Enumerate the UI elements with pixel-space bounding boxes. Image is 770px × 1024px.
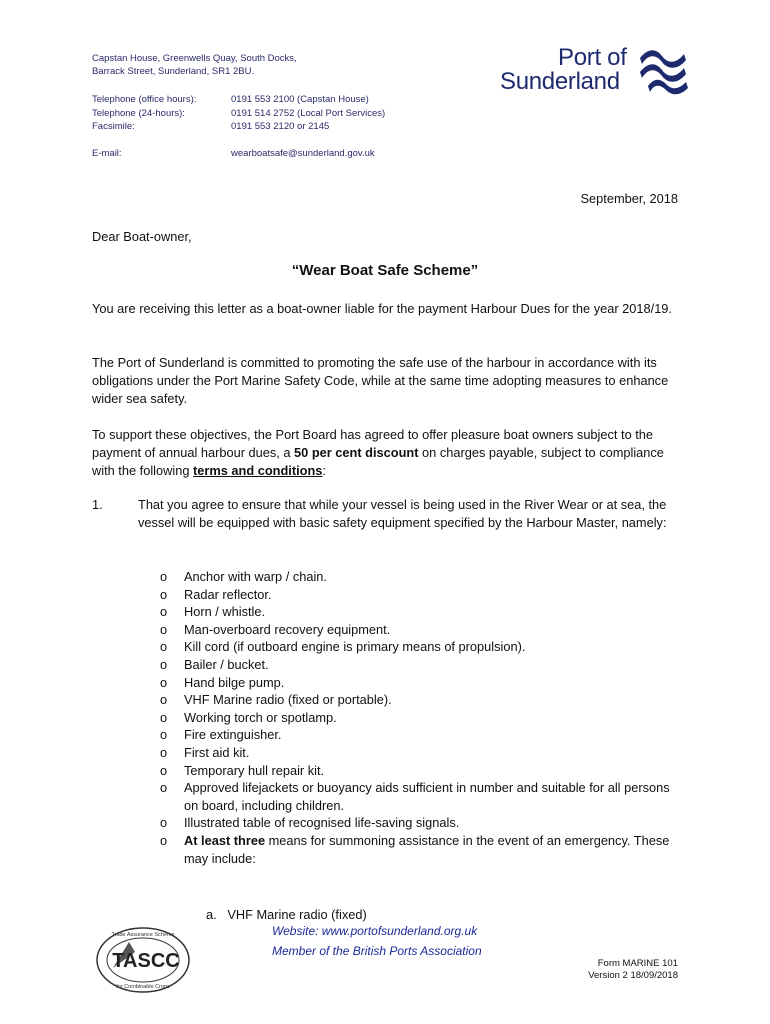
bullet-marker: o: [160, 621, 168, 637]
item-number: 1.: [92, 497, 103, 512]
address-line-2: Barrack Street, Sunderland, SR1 2BU.: [92, 66, 255, 77]
wave-logo-icon: [638, 44, 694, 96]
safety-equipment-list: [160, 568, 680, 867]
contact-value: 0191 553 2100 (Capstan House): [231, 94, 369, 105]
list-item: o Fire extinguisher.: [160, 727, 282, 743]
contact-row-24h: [92, 107, 492, 121]
tascc-logo: [93, 922, 197, 998]
list-item: o Anchor with warp / chain.: [160, 569, 327, 584]
list-item: o Temporary hull repair kit.: [160, 762, 325, 778]
tascc-emblem-icon: [93, 922, 197, 998]
list-item: o Approved lifejackets or buoyancy aids sufficient in number and suitable for all persons on board, including children.: [160, 780, 670, 813]
tascc-ring-top: Trade Assurance Scheme: [111, 932, 175, 938]
list-item: o First aid kit.: [160, 744, 250, 760]
bullet-marker: o: [160, 586, 168, 602]
form-number: Form MARINE 101: [597, 958, 678, 969]
discount-highlight: 50 per cent discount: [294, 445, 419, 460]
bullet-marker: o: [160, 780, 168, 796]
contact-row-spacer: [92, 134, 492, 148]
letter-date: September, 2018: [580, 191, 678, 206]
contact-label: Telephone (office hours):: [92, 94, 197, 105]
list-item: o Bailer / bucket.: [160, 656, 269, 672]
contact-label: E-mail:: [92, 148, 122, 159]
list-item: o Man-overboard recovery equipment.: [160, 621, 391, 637]
bullet-marker: o: [160, 744, 168, 760]
salutation: Dear Boat-owner,: [92, 229, 192, 244]
logo-text-line2: Sunderland: [500, 68, 620, 95]
paragraph-3: To support these objectives, the Port Board has agreed to offer pleasure boat owners subject to the payment of annual harbour dues, a 50 per cent discount on charges payable, subject to compliance with the following terms and conditions:: [92, 427, 664, 478]
contact-row-fax: [92, 120, 492, 134]
port-of-sunderland-logo: [500, 40, 700, 100]
item-text: That you agree to ensure that while your vessel is being used in the River Wear or at sea, the vessel will be equipped with basic safety equipment specified by the Harbour Master, namely:: [138, 497, 667, 530]
terms-and-conditions: terms and conditions: [193, 463, 323, 478]
bullet-marker: o: [160, 604, 168, 620]
paragraph-1: You are receiving this letter as a boat-owner liable for the payment Harbour Dues for the year 2018/19.: [92, 301, 672, 316]
footer-membership: Member of the British Ports Association: [272, 944, 482, 958]
sub-item-a: a. VHF Marine radio (fixed): [206, 907, 367, 922]
list-item: o Hand bilge pump.: [160, 674, 285, 690]
bullet-marker: o: [160, 656, 168, 672]
form-reference: [560, 958, 678, 982]
paragraph-2: The Port of Sunderland is committed to promoting the safe use of the harbour in accordance with its obligations under the Port Marine Safety Code, while at the same time adopting measures to enhance wider sea safety.: [92, 355, 669, 406]
bullet-marker: o: [160, 569, 168, 584]
contact-row-email: [92, 147, 492, 161]
tascc-text: TASCC: [112, 950, 180, 972]
bullet-marker: o: [160, 727, 168, 743]
form-version: Version 2 18/09/2018: [588, 970, 678, 981]
bullet-marker: o: [160, 674, 168, 690]
bullet-marker: o: [160, 692, 168, 708]
list-item: o Kill cord (if outboard engine is primary means of propulsion).: [160, 639, 526, 655]
tascc-ring-bottom: for Combinable Crops: [116, 984, 170, 990]
contact-label: Telephone (24-hours):: [92, 107, 185, 119]
contact-value: 0191 553 2120 or 2145: [231, 121, 330, 132]
logo-text-line1: Port of: [558, 44, 627, 71]
bullet-marker: o: [160, 832, 168, 848]
list-item: o VHF Marine radio (fixed or portable).: [160, 692, 392, 708]
contact-value: 0191 514 2752 (Local Port Services): [231, 107, 386, 119]
list-item: o At least three means for summoning assistance in the event of an emergency. These may include:: [160, 832, 670, 866]
footer-website[interactable]: Website: www.portofsunderland.org.uk: [272, 924, 478, 938]
bullet-marker: o: [160, 709, 168, 725]
list-item: o Illustrated table of recognised life-saving signals.: [160, 815, 460, 831]
letter-title: “Wear Boat Safe Scheme”: [291, 262, 479, 279]
contact-row-office: [92, 93, 492, 107]
list-item: o Radar reflector.: [160, 586, 272, 602]
sender-address: [92, 52, 422, 78]
email-link[interactable]: wearboatsafe@sunderland.gov.uk: [231, 148, 375, 159]
bullet-marker: o: [160, 762, 168, 778]
contact-details: [92, 93, 492, 161]
list-item: o Horn / whistle.: [160, 604, 266, 620]
bullet-marker: o: [160, 639, 168, 655]
contact-label: Facsimile:: [92, 121, 135, 132]
address-line-1: Capstan House, Greenwells Quay, South Docks,: [92, 53, 297, 64]
bullet-marker: o: [160, 815, 168, 831]
list-item: o Working torch or spotlamp.: [160, 709, 337, 725]
